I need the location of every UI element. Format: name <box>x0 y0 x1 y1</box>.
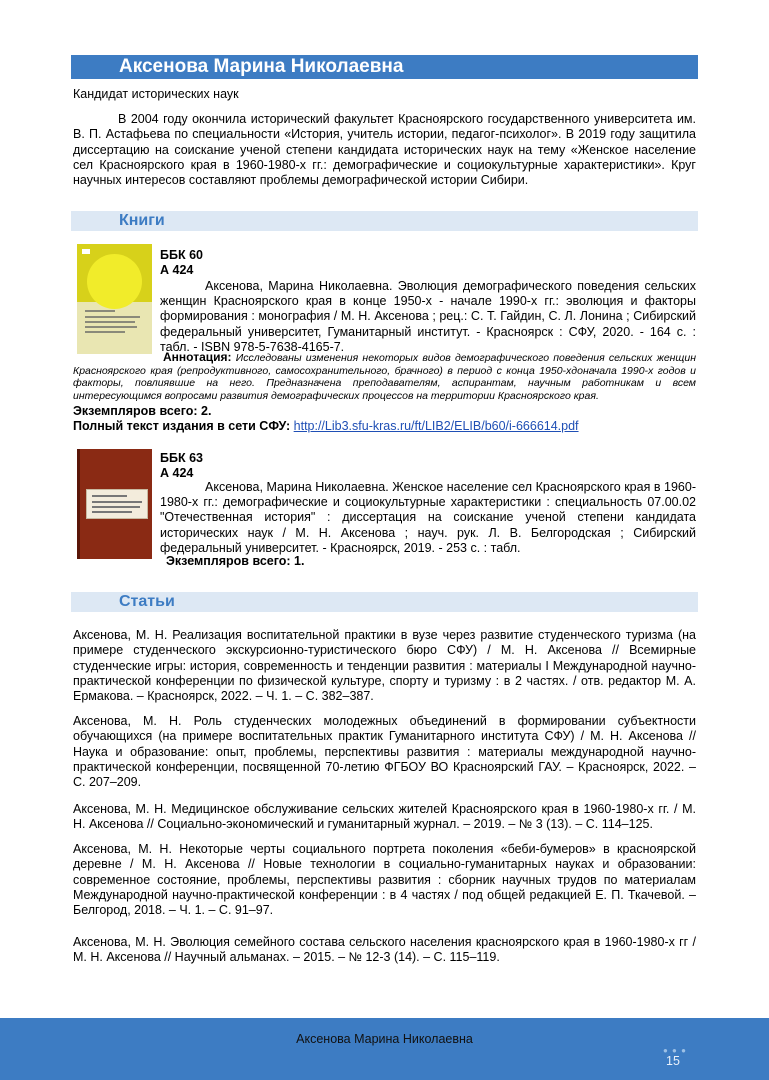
article-item: Аксенова, М. Н. Медицинское обслуживание сельских жителей Красноярского края в 1960-1980-х гг. / М. Н. Аксенова // Социально-экономический и гуманитарный журнал. – 2019. – № 3 (13). – С. 114–125. <box>73 802 696 832</box>
page-number: 15 <box>666 1054 680 1068</box>
fulltext-label: Полный текст издания в сети СФУ: <box>73 419 291 433</box>
book-2-description: Аксенова, Марина Николаевна. Женское население сел Красноярского края в 1960-1980-х гг.: демографические и социокультурные характеристики : специальность 07.00.02 "Отечественная история" : диссертация на соискание ученой степени кандидата исторических наук / М. Н. Аксенова ; науч. рук. Л. В. Белгородская ; Сибирский федеральный университет. - Красноярск, 2019. - 253 с. : табл. <box>160 480 696 555</box>
annotation-text: Исследованы изменения некоторых видов демографического поведения сельских женщин Красноярского края (репродуктивного, самосохранительного, брачного) в период с конца 1950-хдоначала 1990-х годов и факторы, повлиявшие на него. Предназначена преподавателям, аспирантам, научным работникам и всем интересующимся вопросами развития демографических процессов на территории Красноярского края. <box>73 352 696 402</box>
book-cover-monograph <box>77 244 152 354</box>
fulltext-link[interactable]: http://Lib3.sfu-kras.ru/ft/LIB2/ELIB/b60/i-666614.pdf <box>293 419 579 433</box>
articles-section-header <box>71 592 698 612</box>
footer-author-name: Аксенова Марина Николаевна <box>296 1032 473 1046</box>
book-1-copies: Экземпляров всего: 2. <box>73 404 212 418</box>
article-item: Аксенова, М. Н. Роль студенческих молодежных объединений в формировании субъектности обучающихся (на примере воспитательных практик Гуманитарного института СФУ) / М. Н. Аксенова // Наука и образование: опыт, проблемы, перспективы развития : материалы международной научно-практической конференции, посвященной 70-летию ФГБОУ ВО Красноярский ГАУ. – Красноярск, 2022. – С. 207–209. <box>73 714 696 790</box>
book-1-bbk: ББК 60 <box>160 248 203 262</box>
article-item: Аксенова, М. Н. Реализация воспитательной практики в вузе через развитие студенческого туризма (на примере студенческого экскурсионно-туристического бюро СФУ) / М. Н. Аксенова // Всемирные студенческие игры: история, современность и тенденции развития : материалы I Международной научно-практической конференции по физической культуре, спорту и туризму : в 2 частях. / отв. редактор М. А. Ермакова. – Красноярск, 2022. – Ч. 1. – С. 382–387. <box>73 628 696 704</box>
book-1-code: А 424 <box>160 263 194 277</box>
book-1-fulltext <box>73 419 579 434</box>
book-1-description: Аксенова, Марина Николаевна. Эволюция демографического поведения сельских женщин Красноярского края в конце 1950-х - начале 1990-х гг.: эволюция и факторы формирования : монография / М. Н. Аксенова ; рец.: С. Т. Гайдин, С. Л. Лонина ; Сибирский федеральный университет, Гуманитарный институт. - Красноярск : СФУ, 2020. - 164 с. : табл. - ISBN 978-5-7638-4165-7. <box>160 279 696 354</box>
biography <box>73 112 696 188</box>
dots-decoration-icon: ● ● ● <box>663 1046 687 1055</box>
book-cover-dissertation <box>77 449 152 559</box>
book-2-copies: Экземпляров всего: 1. <box>166 554 305 568</box>
author-name: Аксенова Марина Николаевна <box>119 56 404 77</box>
book-2-code: А 424 <box>160 466 194 480</box>
books-section-header <box>71 211 698 231</box>
author-title-bar <box>71 55 698 79</box>
biography-text: В 2004 году окончила исторический факультет Красноярского государственного университета им. В. П. Астафьева по специальности «История, учитель истории, педагог-психолог». В 2019 году защитила диссертацию на соискание ученой степени кандидата исторических наук на тему «Женское население сел Красноярского края в 1960-1980-х гг.: демографические и социокультурные характеристики». Круг научных интересов составляют проблемы демографической истории Сибири. <box>73 112 696 188</box>
page-footer <box>0 1018 769 1080</box>
books-section-title: Книги <box>119 212 165 229</box>
academic-degree: Кандидат исторических наук <box>73 87 239 101</box>
article-item: Аксенова, М. Н. Некоторые черты социального портрета поколения «беби-бумеров» в красноярской деревне / М. Н. Аксенова // Новые технологии в социально-гуманитарных науках и образовании: современное состояние, проблемы, перспективы развития : сборник научных трудов по материалам Международной научно-практической конференции : в 4 частях / под общей редакцией Е. П. Ткачевой. – Белгород, 2018. – Ч. 1. – С. 91–97. <box>73 842 696 918</box>
article-item: Аксенова, М. Н. Эволюция семейного состава сельского населения красноярского края в 1960-1980-х гг / М. Н. Аксенова // Научный альманах. – 2015. – № 12-3 (14). – С. 115–119. <box>73 935 696 965</box>
annotation-label: Аннотация: <box>163 350 232 364</box>
book-1-annotation <box>73 351 696 402</box>
articles-section-title: Статьи <box>119 593 175 610</box>
book-2-bbk: ББК 63 <box>160 451 203 465</box>
